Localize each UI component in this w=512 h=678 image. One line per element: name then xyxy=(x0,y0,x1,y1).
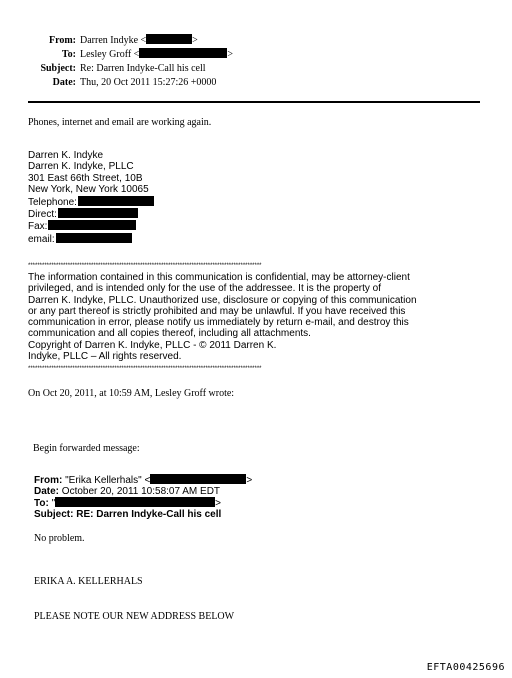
disclaimer-stars-bottom: **************************************************************************************************** xyxy=(28,366,262,372)
redaction-block xyxy=(78,196,154,206)
header-subject-value: Re: Darren Indyke-Call his cell xyxy=(80,63,206,74)
disclaimer-text xyxy=(28,272,438,362)
disclaimer-stars-top: **************************************************************************************************** xyxy=(28,263,262,269)
redaction-block xyxy=(150,474,246,484)
disclaimer-line: or any part thereof is strictly prohibited and may be unlawful. If you have received this xyxy=(28,305,406,317)
disclaimer-line: privileged, and is intended only for the use of the addressee. It is the property of xyxy=(28,283,381,295)
forwarded-note: PLEASE NOTE OUR NEW ADDRESS BELOW xyxy=(34,611,235,622)
forwarded-sender-name: ERIKA A. KELLERHALS xyxy=(34,576,143,587)
fwd-subject-label: Subject: xyxy=(34,509,74,520)
disclaimer-line: Darren K. Indyke, PLLC. Unauthorized use, disclosure or copying of this communication xyxy=(28,294,417,306)
redaction-block xyxy=(146,34,192,44)
fwd-date-label: Date: xyxy=(34,486,60,497)
header-date-value: Thu, 20 Oct 2011 15:27:26 +0000 xyxy=(80,77,217,88)
redaction-block xyxy=(58,208,138,218)
reply-intro: On Oct 20, 2011, at 10:59 AM, Lesley Groff wrote: xyxy=(28,388,235,399)
header-from-label: From: xyxy=(48,35,76,46)
header-to-label: To: xyxy=(61,49,76,60)
fwd-to-value: " xyxy=(51,498,56,509)
bates-number: EFTA00425696 xyxy=(426,662,505,673)
fwd-to-close: > xyxy=(215,498,221,509)
signature-block xyxy=(28,150,154,245)
header-subject-row xyxy=(0,62,512,76)
signature-firm: Darren K. Indyke, PLLC xyxy=(28,161,134,173)
fwd-subject-value: RE: Darren Indyke-Call his cell xyxy=(76,509,222,520)
header-from-close: > xyxy=(192,35,198,46)
header-divider xyxy=(28,101,480,103)
header-subject-label: Subject: xyxy=(40,63,76,74)
signature-name: Darren K. Indyke xyxy=(28,150,104,161)
disclaimer-line: communication in error, please notify us immediately by return e-mail, and destroy this xyxy=(28,317,409,329)
header-date-row xyxy=(0,76,512,90)
email-header xyxy=(0,34,512,90)
signature-direct-label: Direct: xyxy=(28,209,57,221)
disclaimer-line: The information contained in this communication is confidential, may be attorney-client xyxy=(28,272,410,283)
disclaimer-line: Indyke, PLLC – All rights reserved. xyxy=(28,351,182,363)
redaction-block xyxy=(48,220,136,230)
signature-fax-label: Fax: xyxy=(28,221,48,233)
signature-telephone-label: Telephone: xyxy=(28,196,77,208)
header-to-row xyxy=(0,48,512,62)
forwarded-begin: Begin forwarded message: xyxy=(33,443,140,454)
disclaimer-line: Copyright of Darren K. Indyke, PLLC - © 2011 Darren K. xyxy=(28,339,277,351)
header-to-value: Lesley Groff < xyxy=(80,49,140,60)
fwd-from-label: From: xyxy=(34,475,63,486)
header-from-value: Darren Indyke < xyxy=(80,35,147,46)
header-to-close: > xyxy=(227,49,233,60)
signature-email-label: email: xyxy=(28,233,55,245)
header-date-label: Date: xyxy=(52,77,76,88)
header-from-row xyxy=(0,34,512,48)
fwd-from-close: > xyxy=(246,475,253,486)
message-line: Phones, internet and email are working again. xyxy=(28,117,212,128)
fwd-from-value: "Erika Kellerhals" < xyxy=(65,475,151,486)
signature-address2: New York, New York 10065 xyxy=(28,184,149,196)
redaction-block xyxy=(55,497,215,507)
disclaimer-line: communication and all copies thereof, including all attachments. xyxy=(28,328,311,340)
fwd-to-label: To: xyxy=(34,498,49,509)
forwarded-header xyxy=(34,474,252,520)
redaction-block xyxy=(139,48,227,58)
redaction-block xyxy=(56,233,132,243)
forwarded-body: No problem. xyxy=(34,533,85,544)
fwd-date-value: October 20, 2011 10:58:07 AM EDT xyxy=(61,486,221,497)
signature-address1: 301 East 66th Street, 10B xyxy=(28,172,143,184)
